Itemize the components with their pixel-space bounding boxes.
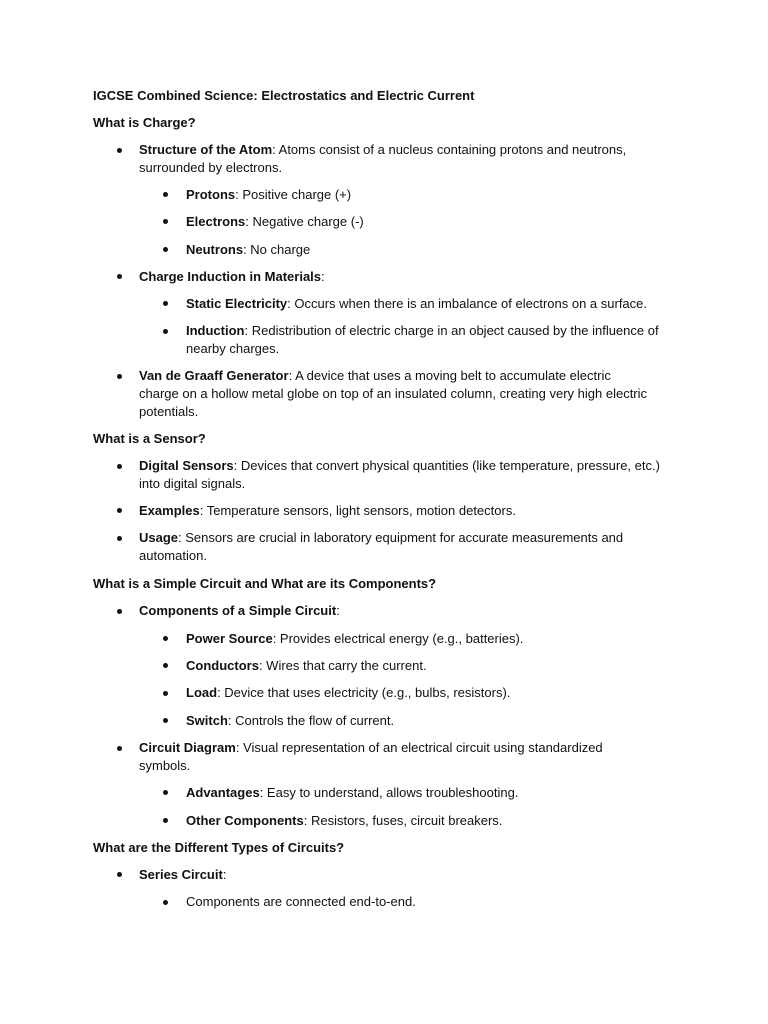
list-item: Van de Graaff Generator: A device that uses a moving belt to accumulate electric charge on a hollow metal globe on top of an insulated column, creating very high electric potentials. [139, 368, 648, 419]
list-item: Load: Device that uses electricity (e.g., bulbs, resistors). [186, 685, 511, 700]
bullet-icon [163, 636, 168, 641]
list-item: Conductors: Wires that carry the current. [186, 658, 427, 673]
list-item: Induction: Redistribution of electric charge in an object caused by the influence of nearby charges. [186, 323, 659, 356]
list-item: Power Source: Provides electrical energy (e.g., batteries). [186, 631, 524, 646]
bullet-icon [163, 718, 168, 723]
bullet-icon [163, 790, 168, 795]
list-item: Other Components: Resistors, fuses, circuit breakers. [186, 813, 503, 828]
bullet-icon [163, 818, 168, 823]
list-item: Components are connected end-to-end. [186, 894, 416, 909]
bullet-icon [117, 609, 122, 614]
list-item: Digital Sensors: Devices that convert physical quantities (like temperature, pressure, etc.) into digital signals. [139, 458, 660, 491]
bullet-icon [163, 301, 168, 306]
bullet-icon [117, 536, 122, 541]
list-item: Neutrons: No charge [186, 242, 311, 257]
bullet-icon [163, 219, 168, 224]
list-item: Switch: Controls the flow of current. [186, 713, 395, 728]
bullet-icon [163, 329, 168, 334]
list-item: Series Circuit: [139, 867, 227, 882]
list-item: Usage: Sensors are crucial in laboratory equipment for accurate measurements and automation. [139, 530, 624, 563]
section-heading: What is a Simple Circuit and What are its Components? [93, 576, 437, 591]
bullet-icon [163, 900, 168, 905]
bullet-icon [117, 274, 122, 279]
list-item: Electrons: Negative charge (-) [186, 214, 364, 229]
bullet-icon [117, 872, 122, 877]
list-item: Protons: Positive charge (+) [186, 187, 352, 202]
bullet-icon [163, 192, 168, 197]
bullet-icon [117, 508, 122, 513]
bullet-icon [163, 663, 168, 668]
bullet-icon [163, 691, 168, 696]
section-heading: What are the Different Types of Circuits? [93, 840, 345, 855]
section-heading: What is a Sensor? [93, 431, 206, 446]
bullet-icon [117, 464, 122, 469]
bullet-icon [117, 746, 122, 751]
list-item: Charge Induction in Materials: [139, 269, 325, 284]
list-item: Components of a Simple Circuit: [139, 603, 340, 618]
list-item: Examples: Temperature sensors, light sensors, motion detectors. [139, 503, 516, 518]
list-item: Advantages: Easy to understand, allows troubleshooting. [186, 785, 519, 800]
list-item: Static Electricity: Occurs when there is an imbalance of electrons on a surface. [186, 296, 648, 311]
bullet-icon [117, 148, 122, 153]
bullet-icon [163, 247, 168, 252]
bullet-icon [117, 374, 122, 379]
list-item: Structure of the Atom: Atoms consist of a nucleus containing protons and neutrons, surrounded by electrons. [139, 142, 627, 175]
section-heading: What is Charge? [93, 115, 196, 130]
document-title: IGCSE Combined Science: Electrostatics and Electric Current [93, 88, 475, 103]
list-item: Circuit Diagram: Visual representation of an electrical circuit using standardized symbols. [139, 740, 603, 773]
